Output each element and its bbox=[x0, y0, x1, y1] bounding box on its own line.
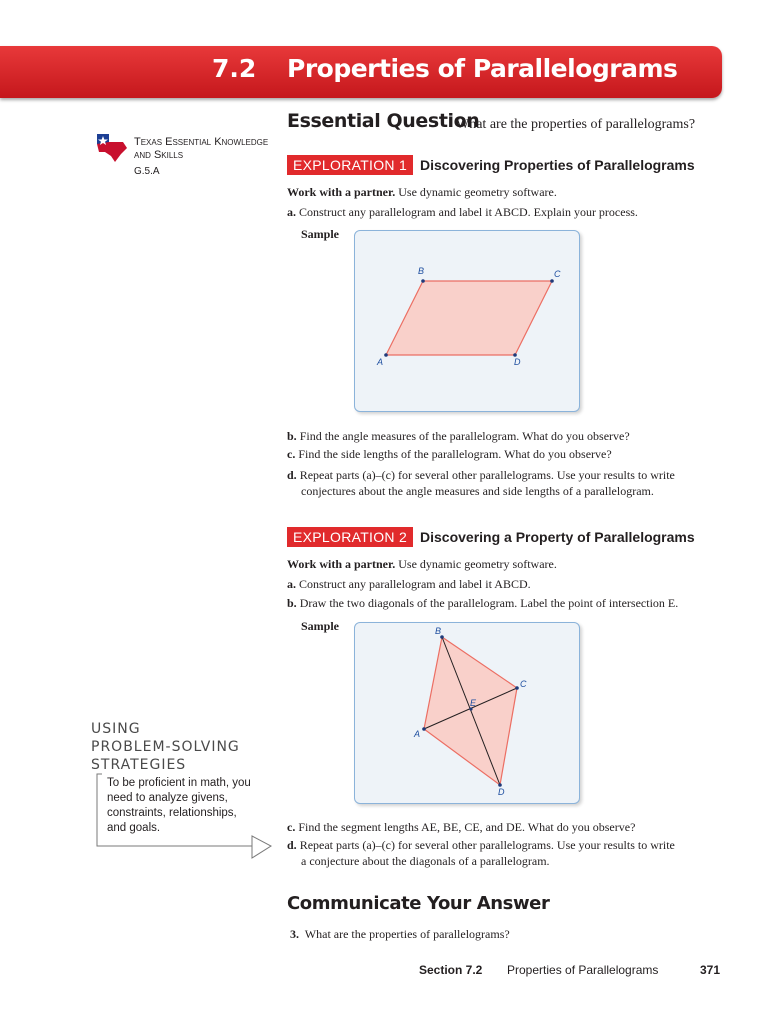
label-e: E bbox=[470, 698, 477, 708]
intro-bold: Work with a partner. bbox=[287, 557, 396, 571]
label-b: B bbox=[418, 266, 425, 276]
exploration-1-part-a bbox=[287, 204, 638, 220]
parallelogram-shape bbox=[386, 281, 552, 355]
section-number: 7.2 bbox=[212, 54, 257, 83]
part-label: c. bbox=[287, 820, 296, 834]
strategy-heading-line: PROBLEM-SOLVING bbox=[91, 739, 240, 755]
exploration-2-intro bbox=[287, 556, 557, 572]
texas-flag-icon bbox=[93, 132, 129, 164]
part-text: Construct any parallelogram and label it ABCD. Explain your process. bbox=[299, 205, 638, 219]
strategy-text: To be proficient in math, you need to analyze givens, constraints, relationships, and goals. bbox=[107, 777, 251, 834]
point-c bbox=[515, 686, 519, 690]
point-c bbox=[550, 279, 554, 283]
exploration-2-part-b bbox=[287, 595, 678, 611]
part-text: Find the segment lengths AE, BE, CE, and DE. What do you observe? bbox=[298, 820, 636, 834]
communicate-heading: Communicate Your Answer bbox=[287, 893, 550, 914]
part-text: Construct any parallelogram and label it ABCD. bbox=[299, 577, 531, 591]
label-c: C bbox=[520, 679, 527, 689]
section-title: Properties of Parallelograms bbox=[287, 54, 678, 83]
page-number: 371 bbox=[700, 963, 721, 977]
part-label: d. bbox=[287, 468, 297, 482]
label-c: C bbox=[554, 269, 561, 279]
label-a: A bbox=[377, 357, 384, 367]
exploration-1-part-d-cont: conjectures about the angle measures and side lengths of a parallelogram. bbox=[301, 484, 654, 498]
sample-label-1: Sample bbox=[301, 227, 340, 241]
exploration-2-title: Discovering a Property of Parallelograms bbox=[420, 529, 695, 545]
essential-question-text: What are the properties of parallelograms? bbox=[456, 117, 696, 132]
part-text: Repeat parts (a)–(c) for several other parallelograms. Use your results to write bbox=[299, 838, 675, 852]
label-d: D bbox=[514, 357, 521, 367]
exploration-1-part-d bbox=[287, 467, 675, 483]
teks-code: G.5.A bbox=[134, 166, 160, 177]
exploration-2-part-d-cont: a conjecture about the diagonals of a parallelogram. bbox=[301, 854, 550, 868]
exploration-1-tag: EXPLORATION 1 bbox=[287, 155, 413, 175]
point-a bbox=[384, 353, 388, 357]
exploration-2-part-c bbox=[287, 819, 635, 835]
question-number: 3. bbox=[290, 927, 299, 941]
label-a: A bbox=[414, 729, 421, 739]
exploration-1-part-b bbox=[287, 428, 630, 444]
question-text: What are the properties of parallelograms? bbox=[304, 927, 510, 941]
part-label: a. bbox=[287, 577, 296, 591]
strategy-heading-line: STRATEGIES bbox=[91, 757, 187, 773]
intro-bold: Work with a partner. bbox=[287, 185, 396, 199]
teks-title: Texas Essential Knowledge and Skills bbox=[134, 136, 269, 161]
part-label: d. bbox=[287, 838, 297, 852]
section-banner bbox=[0, 46, 722, 98]
part-label: b. bbox=[287, 596, 297, 610]
exploration-1-title: Discovering Properties of Parallelograms bbox=[420, 157, 695, 173]
part-text: Find the side lengths of the parallelogram. What do you observe? bbox=[298, 447, 612, 461]
part-label: c. bbox=[287, 447, 296, 461]
part-text: Repeat parts (a)–(c) for several other parallelograms. Use your results to write bbox=[299, 468, 675, 482]
exploration-2-part-a bbox=[287, 576, 531, 592]
exploration-2-tag: EXPLORATION 2 bbox=[287, 527, 413, 547]
point-a bbox=[422, 727, 426, 731]
sample-figure-1 bbox=[354, 230, 580, 412]
footer-section: Section 7.2 bbox=[419, 963, 483, 977]
exploration-2-part-d bbox=[287, 837, 675, 853]
part-label: a. bbox=[287, 205, 296, 219]
label-b: B bbox=[435, 626, 442, 636]
part-text: Draw the two diagonals of the parallelogram. Label the point of intersection E. bbox=[299, 596, 679, 610]
part-label: b. bbox=[287, 429, 297, 443]
essential-question-label: Essential Question bbox=[287, 110, 480, 132]
strategy-heading-line: USING bbox=[91, 721, 141, 737]
exploration-1-part-c bbox=[287, 446, 612, 462]
part-text: Find the angle measures of the parallelogram. What do you observe? bbox=[299, 429, 630, 443]
sample-label-2: Sample bbox=[301, 619, 340, 633]
point-b bbox=[421, 279, 425, 283]
strategy-heading bbox=[91, 720, 240, 774]
footer-title: Properties of Parallelograms bbox=[507, 963, 659, 977]
label-d: D bbox=[498, 787, 505, 797]
intro-text: Use dynamic geometry software. bbox=[398, 557, 557, 571]
intro-text: Use dynamic geometry software. bbox=[398, 185, 557, 199]
sample-figure-2 bbox=[354, 622, 580, 804]
exploration-1-intro bbox=[287, 184, 557, 200]
question-3 bbox=[290, 926, 510, 942]
